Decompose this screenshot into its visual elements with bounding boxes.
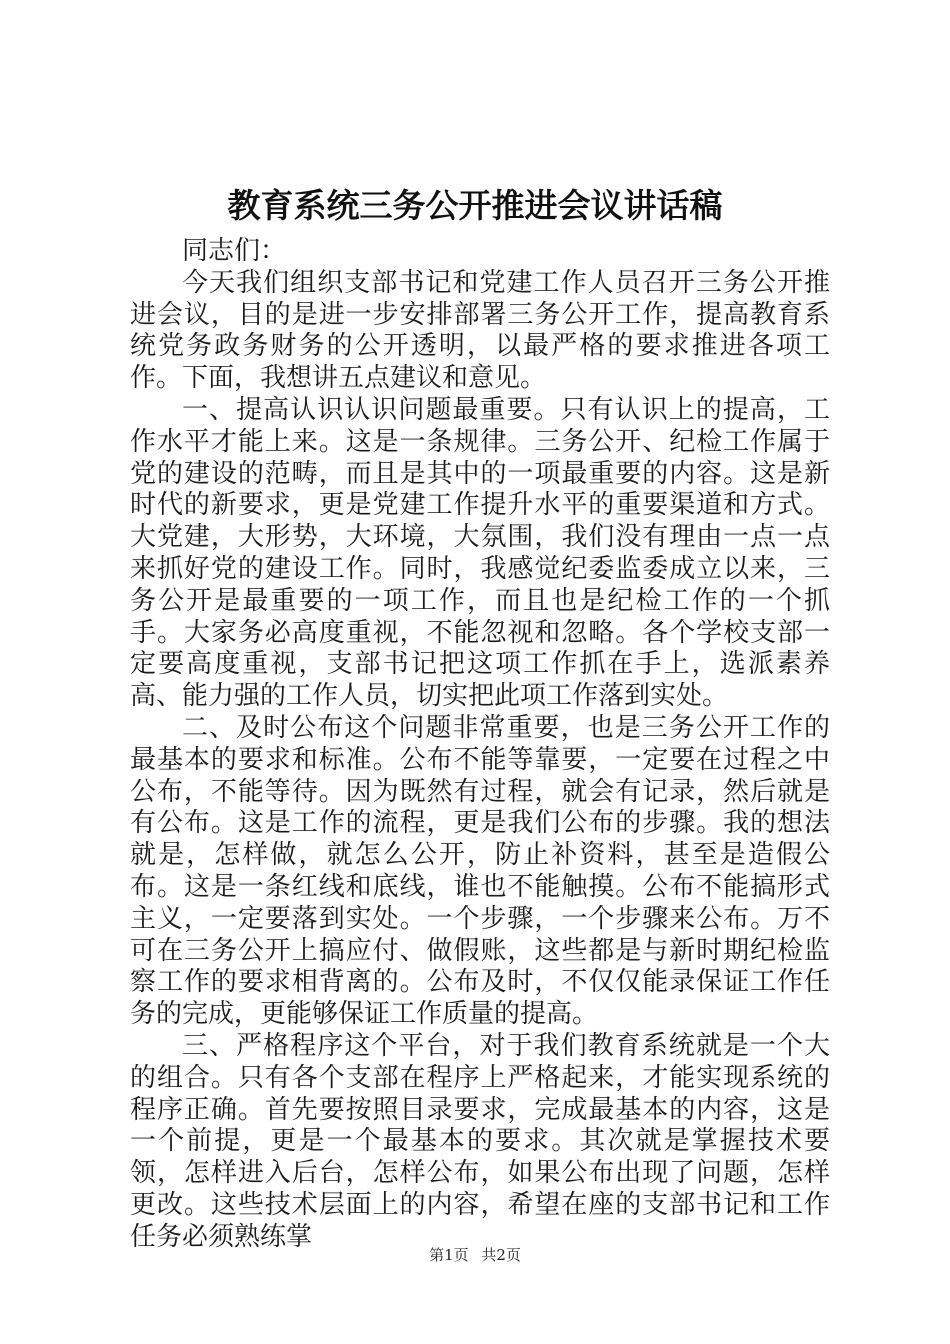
paragraph-point-1: 一、提高认识认识问题最重要。只有认识上的提高，工作水平才能上来。这是一条规律。三务公开、纪检工作属于党的建设的范畴，而且是其中的一项最重要的内容。这是新时代的新要求，更是党建工作提升水平的重要渠道和方式。大党建，大形势，大环境，大氛围，我们没有理由一点一点来抓好党的建设工作。同时，我感觉纪委监委成立以来，三务公开是最重要的一项工作，而且也是纪检工作的一个抓手。大家务必高度重视，不能忽视和忽略。各个学校支部一定要高度重视，支部书记把这项工作抓在手上，选派素养高、能力强的工作人员，切实把此项工作落到实处。	[130, 394, 830, 712]
greeting: 同志们：	[182, 236, 287, 266]
page-total: 共2页	[481, 1246, 521, 1264]
page-number: 第1页	[429, 1246, 469, 1264]
document-title: 教育系统三务公开推进会议讲话稿	[227, 186, 723, 225]
paragraph-point-2: 二、及时公布这个问题非常重要，也是三务公开工作的最基本的要求和标准。公布不能等靠要，一定要在过程之中公布，不能等待。因为既然有过程，就会有记录，然后就是有公布。这是工作的流程，更是我们公布的步骤。我的想法就是，怎样做，就怎么公开，防止补资料，甚至是造假公布。这是一条红线和底线，谁也不能触摸。公布不能搞形式主义，一定要落到实处。一个步骤，一个步骤来公布。万不可在三务公开上搞应付、做假账，这些都是与新时期纪检监察工作的要求相背离的。公布及时，不仅仅能录保证工作任务的完成，更能够保证工作质量的提高。	[130, 712, 830, 1030]
paragraph-intro: 今天我们组织支部书记和党建工作人员召开三务公开推进会议，目的是进一步安排部署三务公开工作，提高教育系统党务政务财务的公开透明，以最严格的要求推进各项工作。下面，我想讲五点建议和意见。	[130, 267, 830, 394]
page-footer	[0, 1244, 950, 1265]
paragraph-point-3: 三、严格程序这个平台，对于我们教育系统就是一个大的组合。只有各个支部在程序上严格起来，才能实现系统的程序正确。首先要按照目录要求，完成最基本的内容，这是一个前提，更是一个最基本的要求。其次就是掌握技术要领，怎样进入后台，怎样公布，如果公布出现了问题，怎样更改。这些技术层面上的内容，希望在座的支部书记和工作任务必须熟练掌	[130, 1030, 830, 1252]
document-body	[130, 236, 830, 1254]
